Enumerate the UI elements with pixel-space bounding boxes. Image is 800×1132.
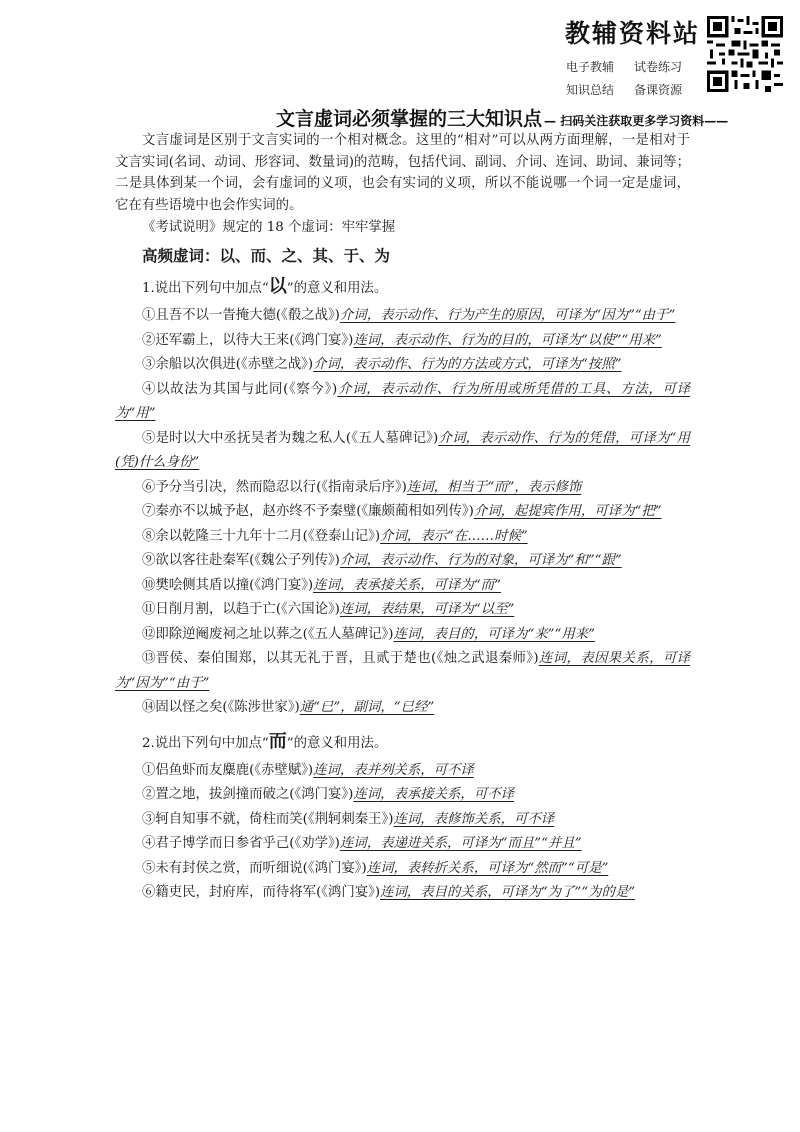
qr-code-icon [707,16,783,92]
list-item [115,500,690,525]
list-item [115,304,690,329]
item-sentence: ①侣鱼虾而友麋鹿(《赤壁赋》) [142,762,314,778]
item-answer: 介词，表示动作、行为的凭借，可译为“用(凭)什么身份” [115,430,690,470]
item-answer: 介词，起提宾作用，可译为“把” [473,504,662,519]
item-sentence: ④君子博学而日参省乎己(《劝学》) [142,836,340,851]
item-sentence: ②还军霸上，以待大王来(《鸿门宴》) [142,332,354,348]
list-item [115,598,690,623]
list-item [115,832,690,857]
item-sentence: ⑫即除逆阉废祠之址以葬之(《五人墓碑记》) [142,626,394,642]
item-sentence: ④以故法为其国与此同(《察今》) [142,381,338,397]
list-item [115,783,690,808]
item-sentence: ③轲自知事不就，倚柱而笑(《荆轲刺秦王》) [142,811,394,827]
list-item [115,427,690,476]
list-item [115,353,690,378]
brand-links [566,58,702,98]
list-item [115,549,690,574]
prompt-word: 而 [268,730,287,752]
document-body [115,130,690,906]
item-answer: 连词，表结果，可译为“以至” [339,602,515,617]
item-answer: 连词，表承接关系，可译为“而” [313,577,501,593]
prompt-word: 以 [268,276,287,297]
list-item [115,881,690,906]
prompt-suffix: ”的意义和用法。 [286,735,388,751]
exam-requirement: 《考试说明》规定的 18 个虚词：牢牢掌握 [142,220,396,235]
list-item [115,525,690,550]
question-section-1 [115,276,690,721]
item-sentence: ⑩樊哙侧其盾以撞(《鸿门宴》) [142,577,314,593]
link-resources[interactable]: 备课资源 [634,83,683,97]
item-sentence: ⑨欲以客往赴秦军(《魏公子列传》) [142,553,340,568]
item-answer: 介词，表示动作、行为产生的原因，可译为“因为”“由于” [339,308,676,323]
item-sentence: ⑦秦亦不以城予赵，赵亦终不予秦璧(《廉颇蔺相如列传》) [142,504,474,519]
item-sentence: ⑧余以乾隆三十九年十二月(《登泰山记》) [142,528,381,544]
item-sentence: ⑤未有封侯之赏，而听细说(《鸿门宴》) [142,860,367,876]
item-answer: 连词，表承接关系，可不译 [353,787,514,802]
title-row [276,104,728,131]
item-answer: 介词，表示“在……时候” [380,528,528,544]
question-section-2 [115,731,690,906]
link-summaries[interactable]: 知识总结 [566,83,615,97]
list-item [115,857,690,882]
item-answer: 连词，表因果关系，可译为“因为”“由于” [115,651,691,691]
title-note: — 扫码关注获取更多学习资料—— [544,114,729,128]
list-item [115,696,690,721]
list-item [115,329,690,354]
list-item [115,623,690,648]
item-answer: 通“已”，副词，“已经” [299,700,435,715]
item-answer: 连词，相当于“而”，表示修饰 [406,479,582,495]
item-answer: 连词，表示动作、行为的目的，可译为“以使”“用来” [353,332,662,348]
item-answer: 连词，表修饰关系，可不译 [393,811,555,827]
item-sentence: ①且吾不以一眚掩大德(《殽之战》) [142,308,340,323]
item-answer: 介词，表示动作、行为的对象，可译为“和”“跟” [339,553,622,568]
page-header [0,0,800,100]
item-answer: 介词，表示动作、行为所用或所凭借的工具、方法，可译为“用” [115,381,690,421]
intro-paragraph: 文言虚词是区别于文言实词的一个相对概念。这里的“相对”可以从两方面理解，一是相对于文言实词(名词、动词、形容词、数量词)的范畴，包括代词、副词、介词、连词、助词、兼词等；二是具体到某一个词，会有虚词的义项，也会有实词的义项，所以不能说哪一个词一定是虚词，它在有些语境中也会作实词的。 [115,133,690,213]
prompt-suffix: ”的意义和用法。 [286,281,388,296]
question-prompt [115,731,690,755]
item-answer: 连词，表转折关系，可译为“然而”“可是” [366,860,609,876]
page-title: 文言虚词必须掌握的三大知识点 [276,108,543,130]
link-ebooks[interactable]: 电子教辅 [566,60,615,74]
list-item [115,808,690,833]
link-exercises[interactable]: 试卷练习 [634,60,683,74]
prompt-prefix: 1.说出下列句中加点“ [142,281,269,296]
question-prompt [115,276,690,300]
item-answer: 介词，表示动作、行为的方法或方式，可译为“按照” [313,357,622,372]
item-answer: 连词，表并列关系，可不译 [313,762,474,778]
item-sentence: ⑥籍吏民，封府库，而待将军(《鸿门宴》) [142,885,381,900]
item-sentence: ③余船以次俱进(《赤壁之战》) [142,357,314,372]
list-item [115,647,690,696]
list-item [115,378,690,427]
brand-name: 教辅资料站 [565,19,701,48]
item-answer: 连词，表目的关系，可译为“为了”“为的是” [380,885,636,900]
item-sentence: ⑥予分当引决，然而隐忍以行(《指南录后序》) [142,479,407,495]
item-sentence: ⑪日削月割，以趋于亡(《六国论》) [142,602,340,617]
list-item [115,476,690,501]
intro-section [115,130,690,216]
item-sentence: ⑤是时以大中丞抚吴者为魏之私人(《五人墓碑记》) [142,430,439,446]
item-sentence: ⑭固以怪之矣(《陈涉世家》) [142,700,300,715]
item-sentence: ②置之地，拔剑撞而破之(《鸿门宴》) [142,787,354,802]
item-answer: 连词，表递进关系，可译为“而且”“并且” [339,836,582,851]
subheading: 高频虚词：以、而、之、其、于、为 [142,247,391,265]
list-item [115,574,690,599]
list-item [115,759,690,784]
item-answer: 连词，表目的，可译为“来”“用来” [393,626,595,642]
prompt-prefix: 2.说出下列句中加点“ [142,735,269,751]
item-sentence: ⑬晋侯、秦伯围郑，以其无礼于晋，且贰于楚也(《烛之武退秦师》) [142,651,539,666]
